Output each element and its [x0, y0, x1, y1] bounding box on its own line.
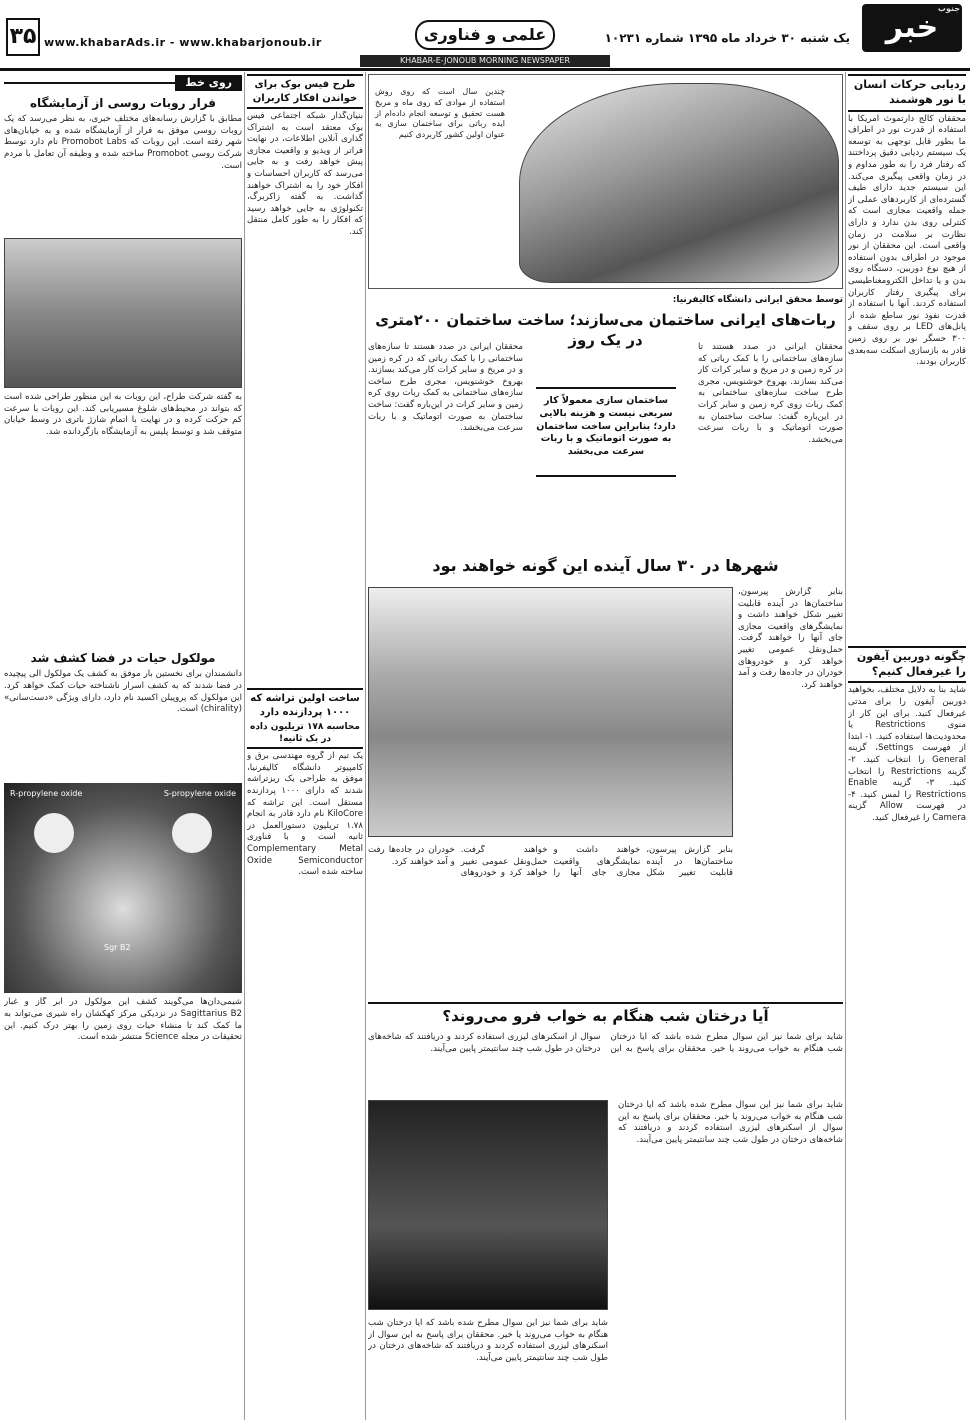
website-url[interactable]: www.khabarAds.ir - www.khabarjonoub.ir — [44, 36, 322, 49]
english-name-band: KHABAR-E-JONOUB MORNING NEWSPAPER — [360, 55, 610, 67]
article-body: شاید برای شما نیز این سوال مطرح شده باشد که آیا درختان شب هنگام به خواب می‌روند یا خیر. محققان برای پاسخ به این سوال از اسکنرهای لیزری استفاده کردند و دریافتند که شاخه‌های درختان در طول شب چند سانتیمتر پایین می‌آیند. — [618, 1100, 843, 1145]
article-title: چگونه دوربین آیفون را غیرفعال کنیم؟ — [856, 649, 966, 678]
article-body: به گفته شرکت طراح، این روبات به این منظور طراحی شده است که بتواند در محیط‌های شلوغ مسیریابی کند. این روبات با سرعت کم حرکت کرده و در نهایت با اتمام شارژ باتری در وسط خیابان متوقف شد و توسط پلیس به آزمایشگاه بازگردانده شد. — [4, 392, 242, 437]
header-rule — [0, 68, 970, 71]
article-title: طرح فیس بوک برای خواندن افکار کاربران — [252, 79, 358, 104]
section-tag-row — [4, 74, 242, 92]
trees-article — [368, 1000, 843, 1420]
robot-street-photo — [4, 238, 242, 388]
masthead — [0, 0, 970, 70]
feature-body: محققان ایرانی در صدد هستند تا سازه‌های ساختمانی را با کمک رباتی که در کره زمین و در مریخ و سایر کرات کار می‌کند بسازند. بهروخ خوشنویس، مجری طرح ساخت سازه‌های ساختمانی به کمک ربات روی کره زمین و سایر کرات در این‌باره گفت: ساخت ساختمان به صورت اتوماتیک و با ربات سرعت می‌بخشد. — [368, 342, 523, 434]
divider — [247, 747, 363, 749]
night-trees-photo — [368, 1100, 608, 1310]
column-divider — [244, 72, 245, 1420]
top-feature — [368, 72, 843, 552]
column-divider — [365, 72, 366, 1420]
article-title: ردیابی حرکات انسان با نور هوشمند — [853, 78, 966, 106]
article-body: یک تیم از گروه مهندسی برق و کامپیوتر دانشگاه کالیفرنیا، موفق به طراحی یک ریزتراشه شدند که دارای ۱۰۰۰ پردازنده مستقل است. این تراشه که KiloCore نام دارد قادر به انجام ۱.۷۸ تریلیون دستورالعمل در ثانیه است و با فناوری Complementary Metal Oxide Semiconductor ساخته شده است. — [247, 751, 363, 878]
figure-label: Sgr B2 — [104, 943, 131, 953]
logo-subtitle: جنوب — [937, 4, 960, 13]
page-number: ۳۵ — [6, 18, 40, 56]
divider — [4, 82, 175, 84]
left-middle-column — [247, 72, 363, 1420]
logo-text: خبر — [885, 9, 939, 45]
issue-date: یک شنبه ۳۰ خرداد ماه ۱۳۹۵ شماره ۱۰۲۳۱ — [604, 31, 850, 45]
pull-quote: ساختمان سازی معمولاً کار سریعی نیست و هزینه بالایی دارد؛ بنابراین ساخت ساختمان به صورت اتوماتیک و با ربات سرعت می‌بخشد — [536, 387, 676, 477]
feature-title: ربات‌های ایرانی ساختمان می‌سازند؛ ساخت ساختمان ۲۰۰متری در یک روز — [375, 311, 836, 350]
cities-article — [368, 555, 843, 995]
kicker: توسط محقق ایرانی دانشگاه کالیفرنیا: — [672, 295, 843, 305]
article-body: بنابر گزارش پیرسون، ساختمان‌ها در آینده قابلیت تغییر شکل خواهند داشت و نمایشگرهای واقعیت مجازی جای آنها را خواهند گرفت. حمل‌ونقل عمومی تغییر خواهد کرد و خودروهای خودران در جاده‌ها رفت و آمد خواهند کرد. — [738, 587, 843, 690]
article-body: شاید بنا به دلایل مختلف، بخواهید دوربین آیفون را برای مدتی غیرفعال کنید. برای این کار از منوی Restrictions یا محدودیت‌ها استفاده کنید. ۱- ابتدا از فهرست Settings، گزینه General را انتخاب کنید. ۲- گزینه Restrictions را انتخاب کنید. ۳- گزینه Enable Restrictions را لمس کنید. ۴- در فهرست Allow گزینه Camera را غیرفعال کنید. — [848, 685, 966, 823]
divider — [247, 74, 363, 76]
left-column — [4, 72, 242, 1420]
article-body: دانشمندان برای نخستین بار موفق به کشف یک مولکول آلی پیچیده در فضا شدند که به کشف اسرار ناشناخته حیات کمک خواهد کرد. این مولکول که پروپیلن اکسید نام دارد، دارای ویژگی «دست‌سانی» (chirality) است. — [4, 669, 242, 715]
article-title: شهرها در ۳۰ سال آینده این گونه خواهند بود — [432, 556, 779, 575]
article-body: بنابر گزارش پیرسون، ساختمان‌ها در آینده قابلیت تغییر شکل خواهند داشت و نمایشگرهای واقعیت مجازی جای آنها را خواهند گرفت. حمل‌ونقل عمومی تغییر خواهد کرد و خودروهای خودران در جاده‌ها رفت و آمد خواهند کرد. — [368, 845, 733, 879]
article-body: محققان کالج دارتموث آمریکا با استفاده از قدرت نور در اطراف ما بطور قابل توجهی به توسعه یک سیستم ردیابی دقیق پرداختند که رفتار فرد را به طور مداوم و در زمان واقعی پیگیری می‌کند. این سیستم جدید دارای طیف گسترده‌ای از کاربردهای عملی از جمله واقعیت مجازی است که کنترلی روی بدن ندارد و دارای نظارت بر سلامت در زمان واقعی است. این محققان از نور موجود در اطراف بدون استفاده از هیچ نوع دوربین، دستگاه روی بدن و یا تداخل الکترومغناطیسی برای پیگیری رفتار کاربران استفاده کردند. آنها با استفاده از قدرت نفوذ نور ساطع شده از پانل‌های LED بر روی سقف و ۳۰۰ حسگر نور بر روی زمین قادر به بازسازی اسکلت سه‌بعدی کاربران بودند. — [848, 113, 966, 368]
divider — [848, 74, 966, 76]
divider — [848, 110, 966, 112]
figure-label: S-propylene oxide — [163, 789, 236, 799]
divider — [848, 681, 966, 683]
article-body: بنیان‌گذار شبکه اجتماعی فیس بوک معتقد است به اشتراک گذاری آنلاین اطلاعات، در نهایت فراتر از ویدیو و واقعیت مجازی پیش خواهد رفت و به جایی می‌رسد که کاربران احساسات و افکار خود را به اشتراک خواهند گذاشت. به گفته زاکربرگ، تکنولوژی به جایی خواهد رسید که افکار را به طور کامل منتقل کند. — [247, 111, 363, 237]
divider — [368, 1002, 843, 1004]
article-body: مطابق با گزارش رسانه‌های مختلف خبری، به نظر می‌رسد که یک روبات روسی موفق به فرار از آزمایشگاه شده و به خیابان‌های شهر رفته است. این روبات که Promobot Labs نام دارد توسط شرکت روسی Promobot ساخته شده و وظیفه آن تعامل با مردم است. — [4, 114, 242, 171]
article-title: ساخت اولین تراشه که ۱۰۰۰ پردازنده دارد — [250, 693, 360, 718]
article-body: شاید برای شما نیز این سوال مطرح شده باشد که آیا درختان شب هنگام به خواب می‌روند یا خیر. محققان برای پاسخ به این سوال از اسکنرهای لیزری استفاده کردند و دریافتند که شاخه‌های درختان در طول شب چند سانتیمتر پایین می‌آیند. — [368, 1318, 608, 1363]
article-title: آیا درختان شب هنگام به خواب فرو می‌روند؟ — [442, 1007, 769, 1025]
article-title: فرار روبات روسی از آزمایشگاه — [29, 96, 217, 110]
feature-photo-frame — [368, 74, 843, 289]
section-tag: روی خط — [175, 75, 242, 92]
divider — [247, 688, 363, 690]
feature-body: محققان ایرانی در صدد هستند تا سازه‌های ساختمانی را با کمک رباتی که در کره زمین و در مریخ و سایر کرات کار می‌کند بسازند. بهروخ خوشنویس، مجری طرح ساخت سازه‌های ساختمانی به کمک ربات روی کره زمین و سایر کرات در این‌باره گفت: ساخت ساختمان به صورت اتوماتیک و با ربات سرعت می‌بخشد. — [698, 342, 843, 445]
newspaper-logo — [862, 4, 962, 52]
futuristic-city-collage — [368, 587, 733, 837]
molecule-figure — [4, 783, 242, 993]
figure-label: R-propylene oxide — [10, 789, 83, 799]
column-divider — [845, 72, 846, 1420]
molecule-icon — [34, 813, 74, 853]
article-body: شاید برای شما نیز این سوال مطرح شده باشد که آیا درختان شب هنگام به خواب می‌روند یا خیر. محققان برای پاسخ به این سوال از اسکنرهای لیزری استفاده کردند و دریافتند که شاخه‌های درختان در طول شب چند سانتیمتر پایین می‌آیند. — [368, 1032, 843, 1054]
building-photo — [519, 83, 839, 283]
molecule-icon — [172, 813, 212, 853]
divider — [848, 646, 966, 648]
divider — [247, 107, 363, 109]
section-title: علمی و فناوری — [415, 20, 555, 50]
article-subtitle: محاسبه ۱۷۸ تریلیون داده در یک ثانیه! — [250, 722, 360, 745]
article-title: مولکول حیات در فضا کشف شد — [30, 651, 216, 666]
article-body: شیمی‌دان‌ها می‌گویند کشف این مولکول در ابر گاز و غبار Sagittarius B2 در نزدیکی مرکز کهکشان راه شیری می‌تواند به ما کمک کند تا منشاء حیات روی زمین را بهتر درک کنیم. این تحقیقات در مجله Science منتشر شده است. — [4, 997, 242, 1043]
photo-caption: چندین سال است که روی روش استفاده از موادی که روی ماه و مریخ هست تحقیق و توسعه انجام داده‌ام از ایده رباتی برای ساختمان سازی به عنوان اولین کشور کاربردی کنیم — [375, 87, 505, 140]
right-column — [848, 72, 966, 1420]
